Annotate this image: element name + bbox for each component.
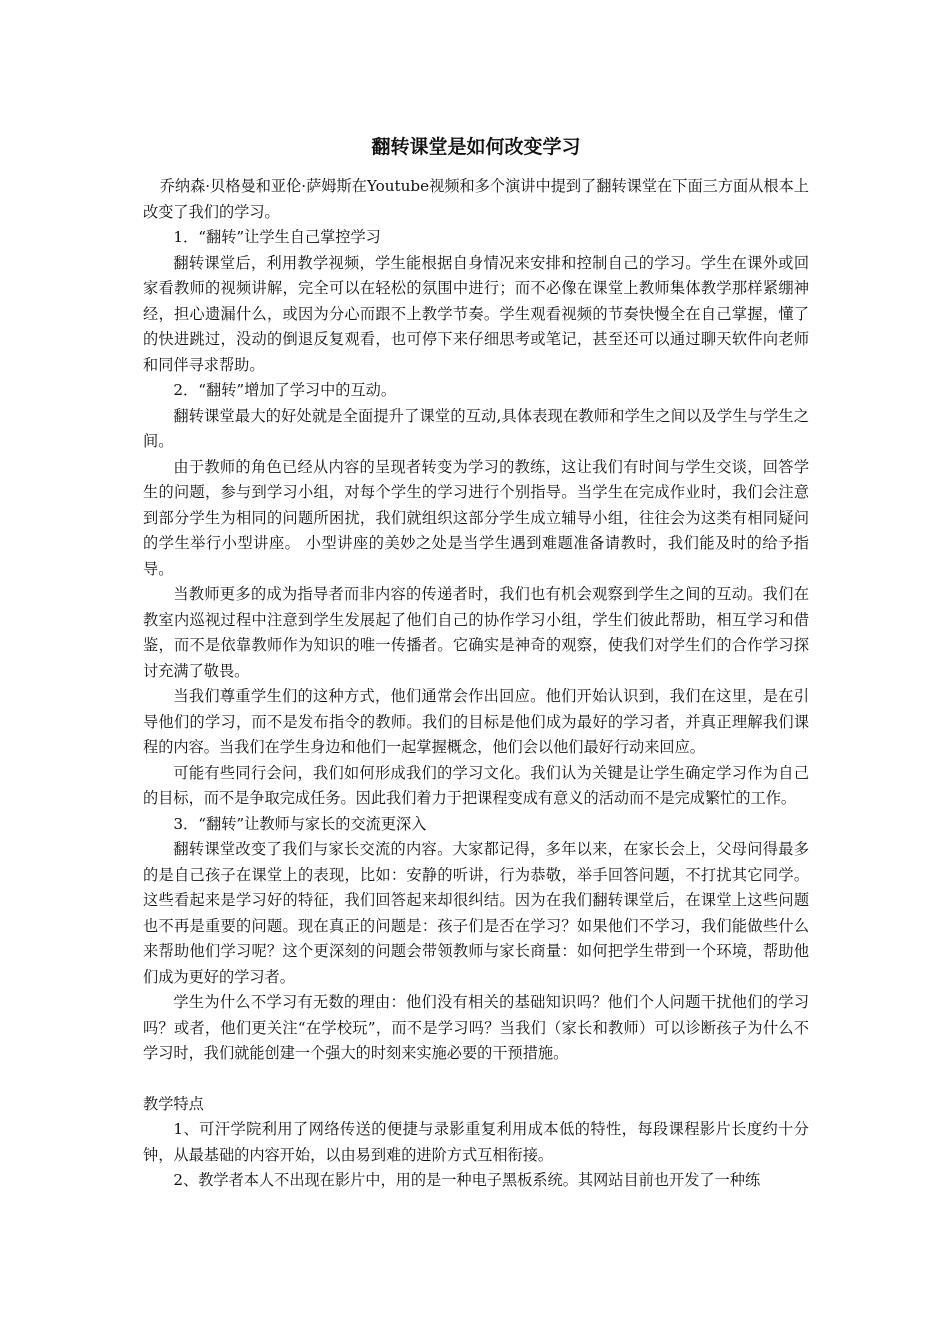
document-page bbox=[143, 132, 809, 1194]
section-2-paragraph-1: 翻转课堂最大的好处就是全面提升了课堂的互动,具体表现在教师和学生之间以及学生与学生之间。 bbox=[143, 406, 809, 450]
intro-paragraph: 乔纳森·贝格曼和亚伦·萨姆斯在Youtube视频和多个演讲中提到了翻转课堂在下面三方面从根本上改变了我们的学习。 bbox=[143, 177, 809, 221]
section-1-paragraph-1: 翻转课堂后，利用教学视频，学生能根据自身情况来安排和控制自己的学习。学生在课外或回家看教师的视频讲解，完全可以在轻松的氛围中进行；而不必像在课堂上教师集体教学那样紧绷神经，担心遗漏什么，或因为分心而跟不上教学节奏。学生观看视频的节奏快慢全在自己掌握，懂了的快进跳过，没动的倒退反复观看，也可停下来仔细思考或笔记，甚至还可以通过聊天软件向老师和同伴寻求帮助。 bbox=[143, 253, 809, 374]
section-3-heading: 3．“翻转”让教师与家长的交流更深入 bbox=[173, 814, 427, 833]
section-2-paragraph-2: 由于教师的角色已经从内容的呈现者转变为学习的教练，这让我们有时间与学生交谈，回答学生的问题，参与到学习小组，对每个学生的学习进行个别指导。当学生在完成作业时，我们会注意到部分学生为相同的问题所困扰，我们就组织这部分学生成立辅导小组，往往会为这类有相同疑问的学生举行小型讲座。 小型讲座的美妙之处是当学生遇到难题准备请教时，我们能及时的给予指导。 bbox=[143, 457, 809, 578]
section-2-paragraph-3: 当教师更多的成为指导者而非内容的传递者时，我们也有机会观察到学生之间的互动。我们在教室内巡视过程中注意到学生发展起了他们自己的协作学习小组，学生们彼此帮助，相互学习和借鉴，而不是依靠教师作为知识的唯一传播者。它确实是神奇的观察，使我们对学生们的合作学习探讨充满了敬畏。 bbox=[143, 585, 809, 680]
features-item-2: 2、教学者本人不出现在影片中，用的是一种电子黑板系统。其网站目前也开发了一种练 bbox=[173, 1171, 761, 1189]
section-3-paragraph-1: 翻转课堂改变了我们与家长交流的内容。大家都记得，多年以来，在家长会上，父母问得最多的是自己孩子在课堂上的表现，比如：安静的听讲，行为恭敬，举手回答问题，不打扰其它同学。这些看起来是学习好的特征，我们回答起来却很纠结。因为在我们翻转课堂后，在课堂上这些问题也不再是重要的问题。现在真正的问题是：孩子们是否在学习？如果他们不学习，我们能做些什么来帮助他们学习呢？这个更深刻的问题会带领教师与家长商量：如何把学生带到一个环境，帮助他们成为更好的学习者。 bbox=[143, 840, 809, 986]
section-2-paragraph-5: 可能有些同行会问，我们如何形成我们的学习文化。我们认为关键是让学生确定学习作为自己的目标，而不是争取完成任务。因此我们着力于把课程变成有意义的活动而不是完成繁忙的工作。 bbox=[143, 763, 809, 807]
features-item-1: 1、可汗学院利用了网络传送的便捷与录影重复利用成本低的特性，每段课程影片长度约十分钟，从最基础的内容开始，以由易到难的进阶方式互相衔接。 bbox=[143, 1120, 809, 1164]
document-title: 翻转课堂是如何改变学习 bbox=[371, 136, 581, 158]
section-2-paragraph-4: 当我们尊重学生们的这种方式，他们通常会作出回应。他们开始认识到，我们在这里，是在引导他们的学习，而不是发布指令的教师。我们的目标是他们成为最好的学习者，并真正理解我们课程的内容。当我们在学生身边和他们一起掌握概念，他们会以他们最好行动来回应。 bbox=[143, 687, 809, 756]
blank-line bbox=[143, 1067, 809, 1092]
features-heading: 教学特点 bbox=[143, 1094, 204, 1113]
section-2-heading: 2．“翻转”增加了学习中的互动。 bbox=[173, 381, 397, 399]
section-1-heading: 1．“翻转”让学生自己掌控学习 bbox=[173, 228, 381, 246]
section-3-paragraph-2: 学生为什么不学习有无数的理由：他们没有相关的基础知识吗？他们个人问题干扰他们的学习吗？或者，他们更关注“在学校玩”，而不是学习吗？当我们（家长和教师）可以诊断孩子为什么不学习时，我们就能创建一个强大的时刻来实施必要的干预措施。 bbox=[143, 993, 809, 1062]
